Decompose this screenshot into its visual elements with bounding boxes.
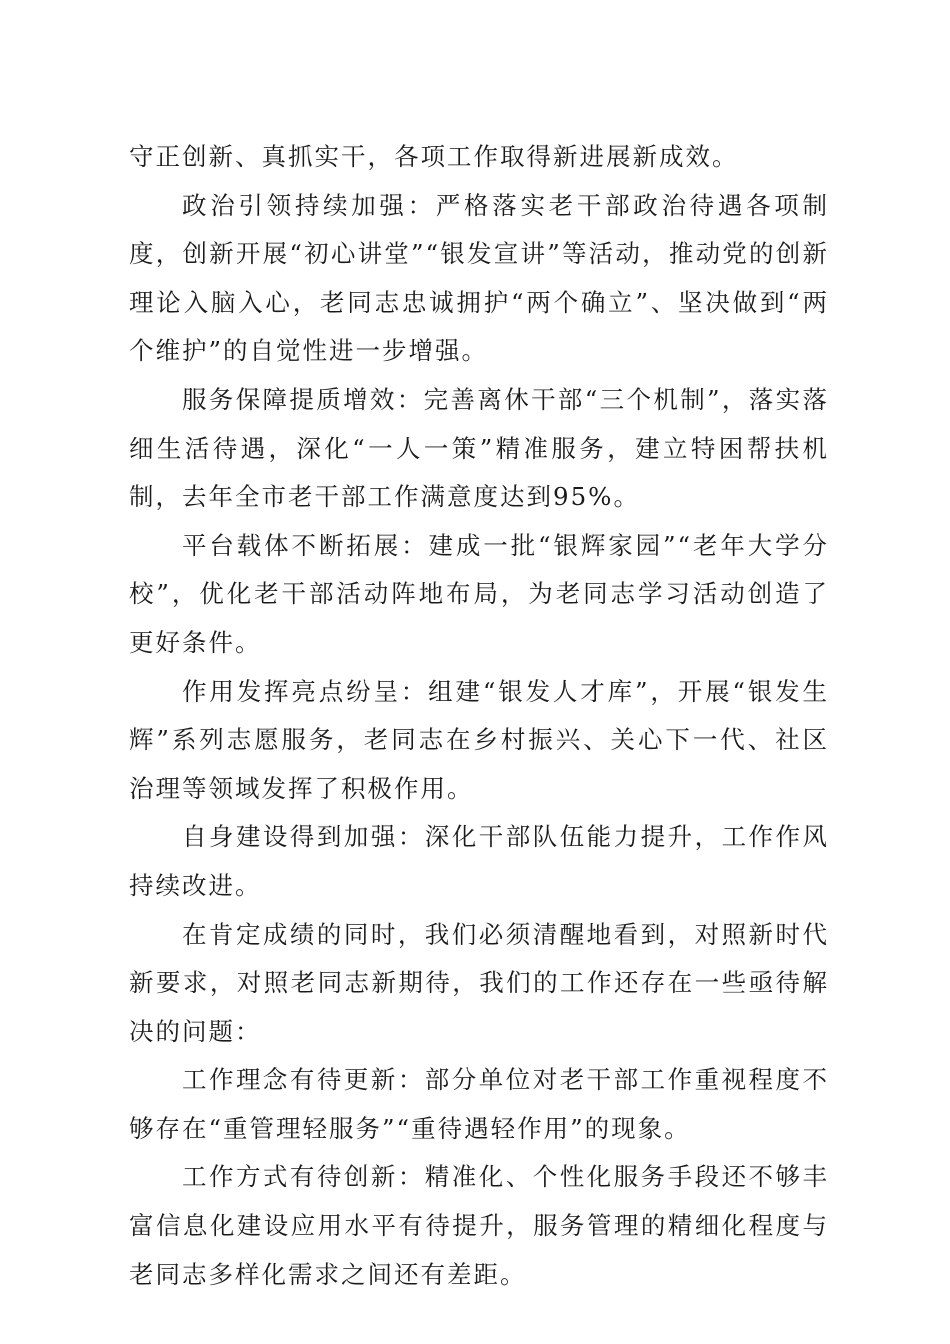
paragraph-political-guidance: 政治引领持续加强：严格落实老干部政治待遇各项制度，创新开展“初心讲堂”“银发宣讲”等活动，推动党的创新理论入脑入心，老同志忠诚拥护“两个确立”、坚决做到“两个维护”的自觉性进一步增强。	[129, 190, 829, 366]
paragraph-continuation: 守正创新、真抓实干，各项工作取得新进展新成效。	[129, 142, 739, 171]
paragraph-service-guarantee: 服务保障提质增效：完善离休干部“三个机制”，落实落细生活待遇，深化“一人一策”精准服务，建立特困帮扶机制，去年全市老干部工作满意度达到95%。	[129, 384, 829, 512]
paragraph-platform-expansion: 平台载体不断拓展：建成一批“银辉家园”“老年大学分校”，优化老干部活动阵地布局，为老同志学习活动创造了更好条件。	[129, 530, 829, 657]
paragraph-role-highlights: 作用发挥亮点纷呈：组建“银发人才库”，开展“银发生辉”系列志愿服务，老同志在乡村振兴、关心下一代、社区治理等领域发挥了积极作用。	[129, 676, 829, 803]
paragraph-problems-intro: 在肯定成绩的同时，我们必须清醒地看到，对照新时代新要求，对照老同志新期待，我们的工作还存在一些亟待解决的问题：	[129, 919, 829, 1046]
paragraph-self-building: 自身建设得到加强：深化干部队伍能力提升，工作作风持续改进。	[129, 822, 829, 900]
paragraph-work-concept: 工作理念有待更新：部分单位对老干部工作重视程度不够存在“重管理轻服务”“重待遇轻作用”的现象。	[129, 1065, 829, 1143]
document-body	[129, 133, 829, 1299]
paragraph-work-method: 工作方式有待创新：精准化、个性化服务手段还不够丰富信息化建设应用水平有待提升，服务管理的精细化程度与老同志多样化需求之间还有差距。	[129, 1162, 829, 1289]
